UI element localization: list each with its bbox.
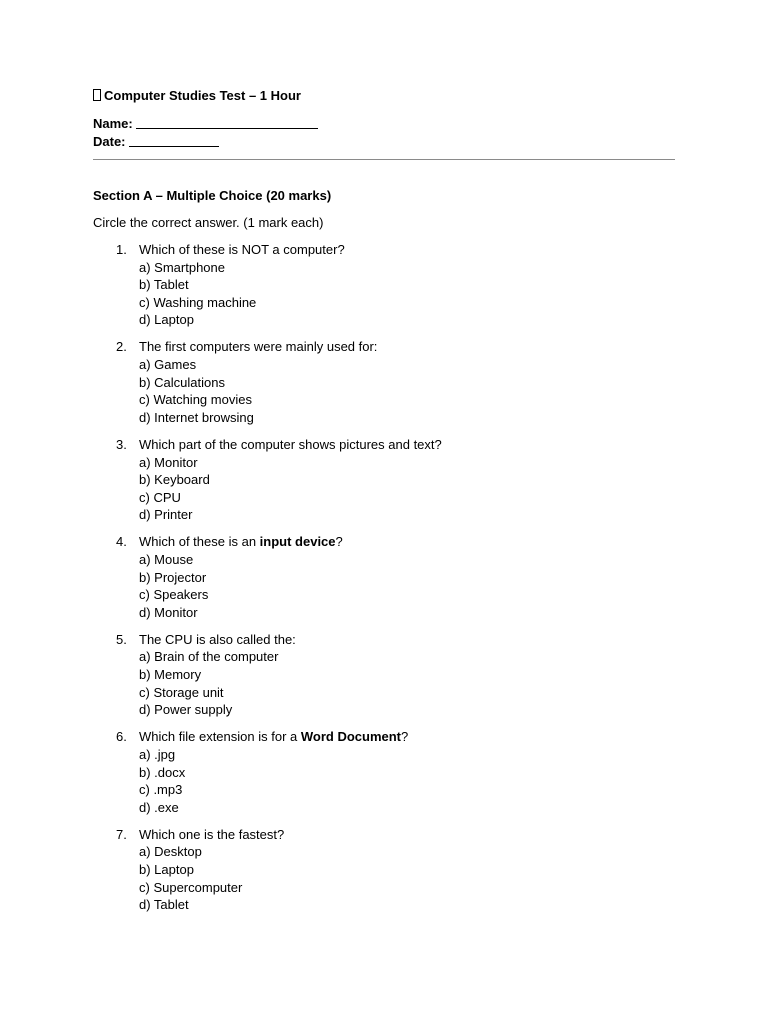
question-text (139, 241, 768, 259)
question-item (0, 631, 768, 719)
question-item (0, 436, 768, 524)
answer-option[interactable]: b) .docx (139, 764, 186, 780)
answer-option[interactable]: b) Keyboard (139, 472, 210, 488)
question-text-part: The CPU is also called the: (139, 631, 296, 647)
question-number: 7. (116, 826, 127, 842)
answer-option[interactable]: d) Internet browsing (139, 409, 254, 425)
answer-option[interactable]: b) Memory (139, 667, 202, 683)
answer-option[interactable]: a) Smartphone (139, 259, 225, 275)
answer-option[interactable]: b) Laptop (139, 862, 194, 877)
answer-option[interactable]: c) Speakers (139, 587, 209, 603)
question-item (0, 826, 768, 914)
answer-option[interactable]: d) .exe (139, 799, 179, 815)
question-text-part: ? (401, 729, 409, 745)
question-text-part: Which of these is NOT a computer? (139, 242, 345, 257)
answer-option[interactable]: d) Laptop (139, 312, 194, 328)
horizontal-divider (93, 159, 675, 160)
answer-option[interactable]: a) Brain of the computer (139, 649, 279, 665)
answer-option[interactable]: c) Watching movies (139, 392, 252, 408)
question-number: 4. (116, 534, 127, 550)
question-list (0, 241, 768, 923)
date-field (93, 133, 318, 151)
date-label: Date: (93, 133, 126, 149)
question-item (0, 338, 768, 426)
question-text-emphasis: input device (259, 534, 336, 550)
question-text-part: Which file extension is for a (139, 729, 301, 745)
answer-option[interactable]: c) Washing machine (139, 294, 257, 310)
question-number: 6. (116, 729, 127, 745)
answer-option[interactable]: b) Tablet (139, 277, 189, 293)
test-title-text: Computer Studies Test – 1 Hour (104, 88, 301, 103)
question-text (139, 826, 768, 844)
question-text-part: The first computers were mainly used for: (139, 339, 378, 355)
question-number: 1. (116, 242, 127, 257)
answer-option[interactable]: d) Printer (139, 507, 193, 523)
question-text-part: ? (335, 534, 343, 550)
question-text (139, 338, 768, 356)
answer-option[interactable]: c) Supercomputer (139, 879, 243, 895)
question-number: 5. (116, 631, 127, 647)
section-title: Section A – Multiple Choice (20 marks) (93, 188, 332, 203)
answer-option[interactable]: b) Projector (139, 569, 207, 585)
test-title (93, 87, 301, 104)
answer-option[interactable]: d) Monitor (139, 604, 198, 620)
question-text-part: Which one is the fastest? (139, 826, 285, 842)
date-blank-line (129, 134, 219, 147)
answer-option[interactable]: a) Monitor (139, 454, 198, 470)
answer-option[interactable]: b) Calculations (139, 374, 225, 390)
question-item (0, 728, 768, 816)
question-text (139, 631, 768, 649)
answer-option[interactable]: c) Storage unit (139, 684, 224, 700)
question-text (139, 728, 768, 746)
answer-option[interactable]: d) Tablet (139, 897, 189, 913)
answer-option[interactable]: d) Power supply (139, 702, 233, 718)
question-text-part: Which of these is an (139, 534, 260, 550)
name-field (93, 115, 318, 133)
question-number: 2. (116, 339, 127, 355)
name-label: Name: (93, 116, 133, 131)
answer-option[interactable]: c) CPU (139, 489, 181, 505)
answer-option[interactable]: a) Mouse (139, 552, 194, 567)
answer-option[interactable]: a) .jpg (139, 746, 176, 762)
question-number: 3. (116, 436, 127, 452)
question-item (0, 241, 768, 329)
question-item (0, 533, 768, 621)
answer-option[interactable]: a) Games (139, 357, 197, 373)
question-text (139, 436, 768, 454)
answer-option[interactable]: a) Desktop (139, 844, 202, 860)
student-fields (93, 115, 318, 150)
question-text-emphasis: Word Document (300, 729, 402, 745)
section-instruction: Circle the correct answer. (1 mark each) (93, 215, 324, 230)
question-text-part: Which part of the computer shows pictures and text? (139, 436, 442, 452)
name-blank-line (136, 116, 318, 129)
missing-glyph-icon (93, 89, 101, 101)
question-text (139, 533, 768, 551)
answer-option[interactable]: c) .mp3 (139, 782, 183, 798)
